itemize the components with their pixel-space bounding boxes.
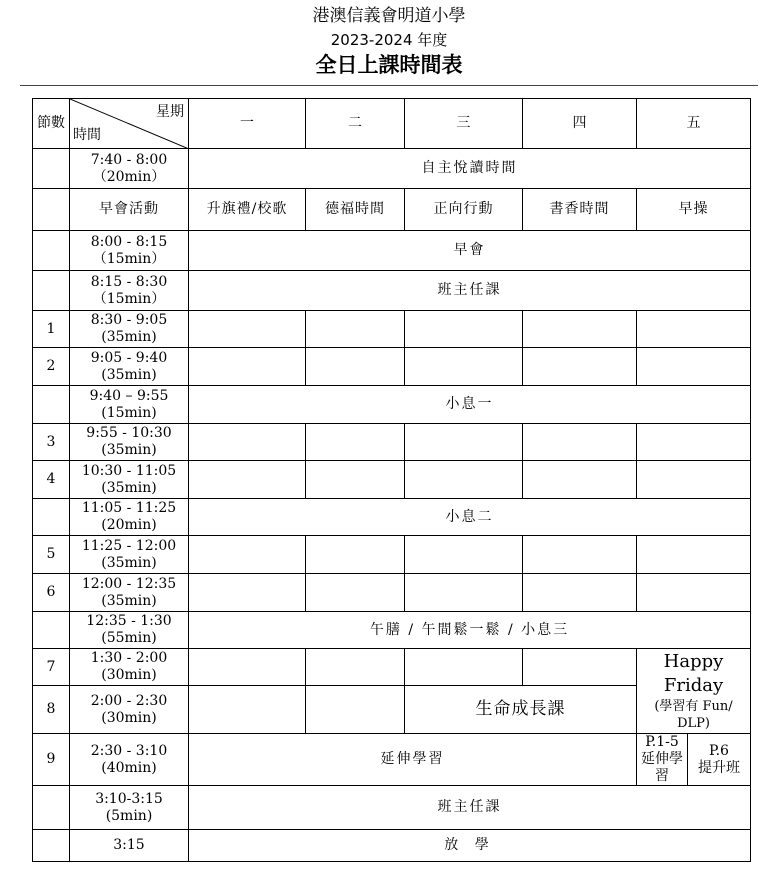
time-range: 8:00 - 8:15 (90, 233, 168, 250)
lesson-cell (523, 461, 637, 499)
time-cell (70, 686, 189, 734)
timetable (32, 98, 751, 862)
table-row (33, 612, 751, 649)
lesson-cell (189, 686, 306, 734)
life-education: 生命成長課 (405, 686, 637, 734)
period-cell (33, 189, 70, 231)
period-cell (33, 231, 70, 271)
activity-tue: 德福時間 (306, 189, 405, 231)
lesson-cell (523, 424, 637, 461)
lesson-cell (405, 311, 523, 348)
assembly: 早會 (189, 231, 751, 271)
lesson-cell (523, 574, 637, 612)
duration: (35min) (101, 479, 157, 496)
time-cell (70, 424, 189, 461)
time-cell (70, 612, 189, 649)
period-number: 1 (33, 311, 70, 348)
day-header-wed: 三 (405, 99, 523, 149)
time-range: 1:30 - 2:00 (90, 650, 168, 666)
page-title: 全日上課時間表 (315, 53, 463, 77)
table-row (33, 311, 751, 348)
lesson-cell (523, 649, 637, 686)
lesson-cell (306, 311, 405, 348)
lesson-cell (405, 348, 523, 386)
recess-1: 小息一 (189, 386, 751, 424)
period-cell (33, 612, 70, 649)
time-range: 11:25 - 12:00 (81, 537, 177, 554)
period-cell (33, 149, 70, 189)
period-number: 2 (33, 348, 70, 386)
duration: （20min） (92, 168, 166, 185)
lesson-cell (189, 536, 306, 574)
time-range: 2:30 - 3:10 (90, 742, 168, 759)
day-header-tue: 二 (306, 99, 405, 149)
table-row (33, 189, 751, 231)
happy-friday (637, 649, 751, 734)
table-row (33, 649, 751, 686)
reading-time: 自主悅讀時間 (189, 149, 751, 189)
table-row (33, 271, 751, 311)
header-divider (20, 85, 758, 86)
activity-thu: 書香時間 (523, 189, 637, 231)
extended-learning: 延伸學習 (189, 734, 637, 786)
school-year: 2023-2024 年度 (330, 31, 448, 49)
fri-extended-p1-5 (637, 734, 688, 786)
period-cell (33, 499, 70, 536)
class-teacher-period: 班主任課 (189, 271, 751, 311)
lesson-cell (637, 311, 751, 348)
time-cell (70, 149, 189, 189)
time-label: 時間 (73, 127, 101, 143)
table-row (33, 386, 751, 424)
lesson-cell (189, 574, 306, 612)
day-header-thu: 四 (523, 99, 637, 149)
time-range: 7:40 - 8:00 (90, 151, 168, 168)
duration: (35min) (101, 592, 157, 609)
table-row (33, 574, 751, 612)
lesson-cell (637, 574, 751, 612)
period-cell (33, 830, 70, 862)
lesson-cell (637, 461, 751, 499)
time-range: 2:00 - 2:30 (90, 692, 168, 709)
period-number: 9 (33, 734, 70, 786)
lesson-cell (306, 461, 405, 499)
day-header-fri: 五 (637, 99, 751, 149)
lesson-cell (306, 536, 405, 574)
time-range: 10:30 - 11:05 (81, 462, 177, 479)
time-cell (70, 311, 189, 348)
time-cell (70, 461, 189, 499)
lesson-cell (189, 649, 306, 686)
fri-enhancement-p6 (688, 734, 751, 786)
duration: (5min) (105, 807, 153, 824)
time-range: 8:30 - 9:05 (90, 312, 168, 328)
time-cell (70, 574, 189, 612)
period-number: 4 (33, 461, 70, 499)
lesson-cell (405, 649, 523, 686)
time-range: 12:35 - 1:30 (86, 613, 172, 629)
day-header-mon: 一 (189, 99, 306, 149)
weekday-label: 星期 (156, 104, 184, 120)
lesson-cell (405, 461, 523, 499)
time-range: 9:40 – 9:55 (89, 387, 169, 404)
time-cell: 早會活動 (70, 189, 189, 231)
duration: (35min) (101, 366, 157, 383)
duration: (35min) (101, 442, 157, 458)
happy-line-4: DLP) (677, 716, 710, 731)
time-cell (70, 271, 189, 311)
table-row (33, 461, 751, 499)
table-row (33, 231, 751, 271)
lesson-cell (637, 424, 751, 461)
duration: (55min) (101, 630, 157, 646)
period-cell (33, 786, 70, 830)
duration: (30min) (101, 709, 157, 726)
period-number: 6 (33, 574, 70, 612)
time-cell (70, 231, 189, 271)
time-cell (70, 386, 189, 424)
table-row (33, 424, 751, 461)
diagonal-header-cell (70, 99, 189, 149)
period-number: 5 (33, 536, 70, 574)
time-range: 8:15 - 8:30 (90, 273, 168, 290)
time-cell (70, 734, 189, 786)
class-teacher-period-end: 班主任課 (189, 786, 751, 830)
happy-line-2: Friday (663, 675, 724, 696)
lunch-break: 午膳 / 午間鬆一鬆 / 小息三 (189, 612, 751, 649)
happy-line-3: (學習有 Fun/ (654, 699, 733, 714)
lesson-cell (189, 348, 306, 386)
lesson-cell (306, 686, 405, 734)
lesson-cell (306, 649, 405, 686)
time-range: 3:10-3:15 (95, 790, 163, 807)
school-name: 港澳信義會明道小學 (312, 6, 466, 26)
lesson-cell (405, 536, 523, 574)
period-cell (33, 271, 70, 311)
activity-fri: 早操 (637, 189, 751, 231)
time-range: 11:05 - 11:25 (81, 500, 177, 516)
lesson-cell (523, 311, 637, 348)
happy-line-1: Happy (663, 651, 724, 672)
duration: (35min) (101, 554, 157, 571)
lesson-cell (405, 574, 523, 612)
lesson-cell (306, 424, 405, 461)
duration: （15min） (92, 290, 166, 307)
activity-label: 延伸學習 (641, 751, 683, 784)
lesson-cell (189, 311, 306, 348)
time-cell: 3:15 (70, 830, 189, 862)
lesson-cell (637, 348, 751, 386)
table-row (33, 536, 751, 574)
lesson-cell (189, 424, 306, 461)
activity-wed: 正向行動 (405, 189, 523, 231)
duration: (30min) (101, 667, 157, 683)
table-row (33, 499, 751, 536)
duration: （15min） (92, 250, 166, 267)
time-cell (70, 499, 189, 536)
lesson-cell (405, 424, 523, 461)
activity-label: 提升班 (698, 759, 740, 776)
time-range: 9:55 - 10:30 (86, 425, 172, 441)
table-row (33, 149, 751, 189)
dismissal: 放 學 (189, 830, 751, 862)
time-range: 12:00 - 12:35 (81, 575, 177, 592)
duration: (15min) (101, 404, 157, 421)
time-cell (70, 348, 189, 386)
duration: (40min) (101, 759, 157, 776)
recess-2: 小息二 (189, 499, 751, 536)
lesson-cell (523, 536, 637, 574)
period-cell (33, 386, 70, 424)
lesson-cell (523, 348, 637, 386)
period-number: 8 (33, 686, 70, 734)
grade-label: P.6 (709, 742, 729, 759)
table-row (33, 348, 751, 386)
lesson-cell (637, 536, 751, 574)
lesson-cell (306, 348, 405, 386)
period-number: 7 (33, 649, 70, 686)
time-cell (70, 649, 189, 686)
lesson-cell (306, 574, 405, 612)
time-range: 9:05 - 9:40 (90, 349, 168, 366)
table-header-row (33, 99, 751, 149)
activity-mon: 升旗禮/校歌 (189, 189, 306, 231)
grade-label: P.1-5 (645, 734, 679, 750)
time-cell (70, 786, 189, 830)
duration: (20min) (101, 517, 157, 533)
table-row (33, 734, 751, 786)
period-header: 節數 (33, 99, 70, 149)
table-row (33, 830, 751, 862)
time-cell (70, 536, 189, 574)
lesson-cell (189, 461, 306, 499)
table-row (33, 786, 751, 830)
duration: (35min) (101, 329, 157, 345)
period-number: 3 (33, 424, 70, 461)
